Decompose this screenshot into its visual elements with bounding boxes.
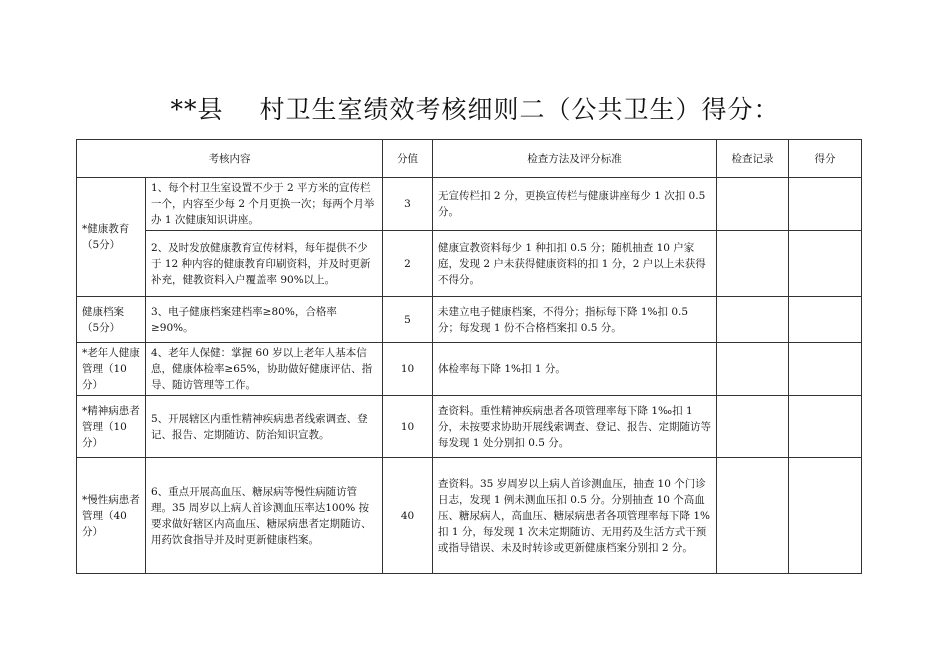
result-cell[interactable]	[789, 297, 862, 343]
record-cell[interactable]	[717, 231, 789, 297]
table-row	[77, 178, 862, 231]
category-mental-illness: *精神病患者管理（10分）	[77, 396, 146, 458]
method-cell: 体检率每下降 1%扣 1 分。	[433, 343, 717, 396]
method-cell: 查资料。重性精神疾病患者各项管理率每下降 1‰扣 1 分，未按要求协助开展线索调查、登记、报告、定期随访等每发现 1 处分别扣 0.5 分。	[433, 396, 717, 458]
county-prefix: **县	[170, 95, 224, 124]
score-cell: 40	[383, 458, 433, 574]
score-cell: 5	[383, 297, 433, 343]
method-cell: 无宣传栏扣 2 分，更换宣传栏与健康讲座每少 1 次扣 0.5 分。	[433, 178, 717, 231]
item-cell: 5、开展辖区内重性精神疾病患者线索调查、登记、报告、定期随访、防治知识宣教。	[146, 396, 383, 458]
method-cell: 未建立电子健康档案，不得分；指标每下降 1%扣 0.5 分；每发现 1 份不合格档案扣 0.5 分。	[433, 297, 717, 343]
result-cell[interactable]	[789, 231, 862, 297]
document-title	[0, 90, 950, 126]
result-cell[interactable]	[789, 178, 862, 231]
record-cell[interactable]	[717, 458, 789, 574]
score-cell: 10	[383, 396, 433, 458]
result-cell[interactable]	[789, 343, 862, 396]
header-result: 得分	[789, 140, 862, 178]
header-content: 考核内容	[77, 140, 383, 178]
table-row	[77, 231, 862, 297]
score-cell: 3	[383, 178, 433, 231]
header-score: 分值	[383, 140, 433, 178]
header-method: 检查方法及评分标准	[433, 140, 717, 178]
score-cell: 2	[383, 231, 433, 297]
item-cell: 4、老年人保健：掌握 60 岁以上老年人基本信息，健康体检率≥65%，协助做好健康评估、指导、随访管理等工作。	[146, 343, 383, 396]
category-health-education: *健康教育（5分）	[77, 178, 146, 297]
record-cell[interactable]	[717, 178, 789, 231]
item-cell: 1、每个村卫生室设置不少于 2 平方米的宣传栏一个，内容至少每 2 个月更换一次；每两个月举办 1 次健康知识讲座。	[146, 178, 383, 231]
table-row	[77, 458, 862, 574]
item-cell: 2、及时发放健康教育宣传材料，每年提供不少于 12 种内容的健康教育印刷资料，并及时更新补充，健教资料入户覆盖率 90%以上。	[146, 231, 383, 297]
result-cell[interactable]	[789, 458, 862, 574]
record-cell[interactable]	[717, 297, 789, 343]
category-health-records: 健康档案（5分）	[77, 297, 146, 343]
record-cell[interactable]	[717, 343, 789, 396]
item-cell: 3、电子健康档案建档率≥80%，合格率≥90%。	[146, 297, 383, 343]
method-cell: 健康宣教资料每少 1 种扣扣 0.5 分；随机抽查 10 户家庭，发现 2 户未获得健康资料的扣 1 分，2 户以上未获得不得分。	[433, 231, 717, 297]
method-cell: 查资料。35 岁周岁以上病人首诊测血压，抽查 10 个门诊日志，发现 1 例未测血压扣 0.5 分。分别抽查 10 个高血压、糖尿病人，高血压、糖尿病患者各项管理率每下降 1%扣 1 分，每发现 1 次未定期随访、无用药及生活方式干预或指导错误、未及时转诊或更新健康档案分别扣 2 分。	[433, 458, 717, 574]
header-record: 检查记录	[717, 140, 789, 178]
title-text: 村卫生室绩效考核细则二（公共卫生）得分：	[259, 95, 780, 124]
assessment-table	[76, 139, 862, 574]
table-row	[77, 297, 862, 343]
table-row	[77, 396, 862, 458]
category-chronic-disease: *慢性病患者管理（40分）	[77, 458, 146, 574]
header-row	[77, 140, 862, 178]
item-cell: 6、重点开展高血压、糖尿病等慢性病随访管理。35 周岁以上病人首诊测血压率达100% 按要求做好辖区内高血压、糖尿病患者定期随访、用药饮食指导并及时更新健康档案。	[146, 458, 383, 574]
category-elderly-care: *老年人健康管理（10分）	[77, 343, 146, 396]
record-cell[interactable]	[717, 396, 789, 458]
table-row	[77, 343, 862, 396]
result-cell[interactable]	[789, 396, 862, 458]
score-cell: 10	[383, 343, 433, 396]
